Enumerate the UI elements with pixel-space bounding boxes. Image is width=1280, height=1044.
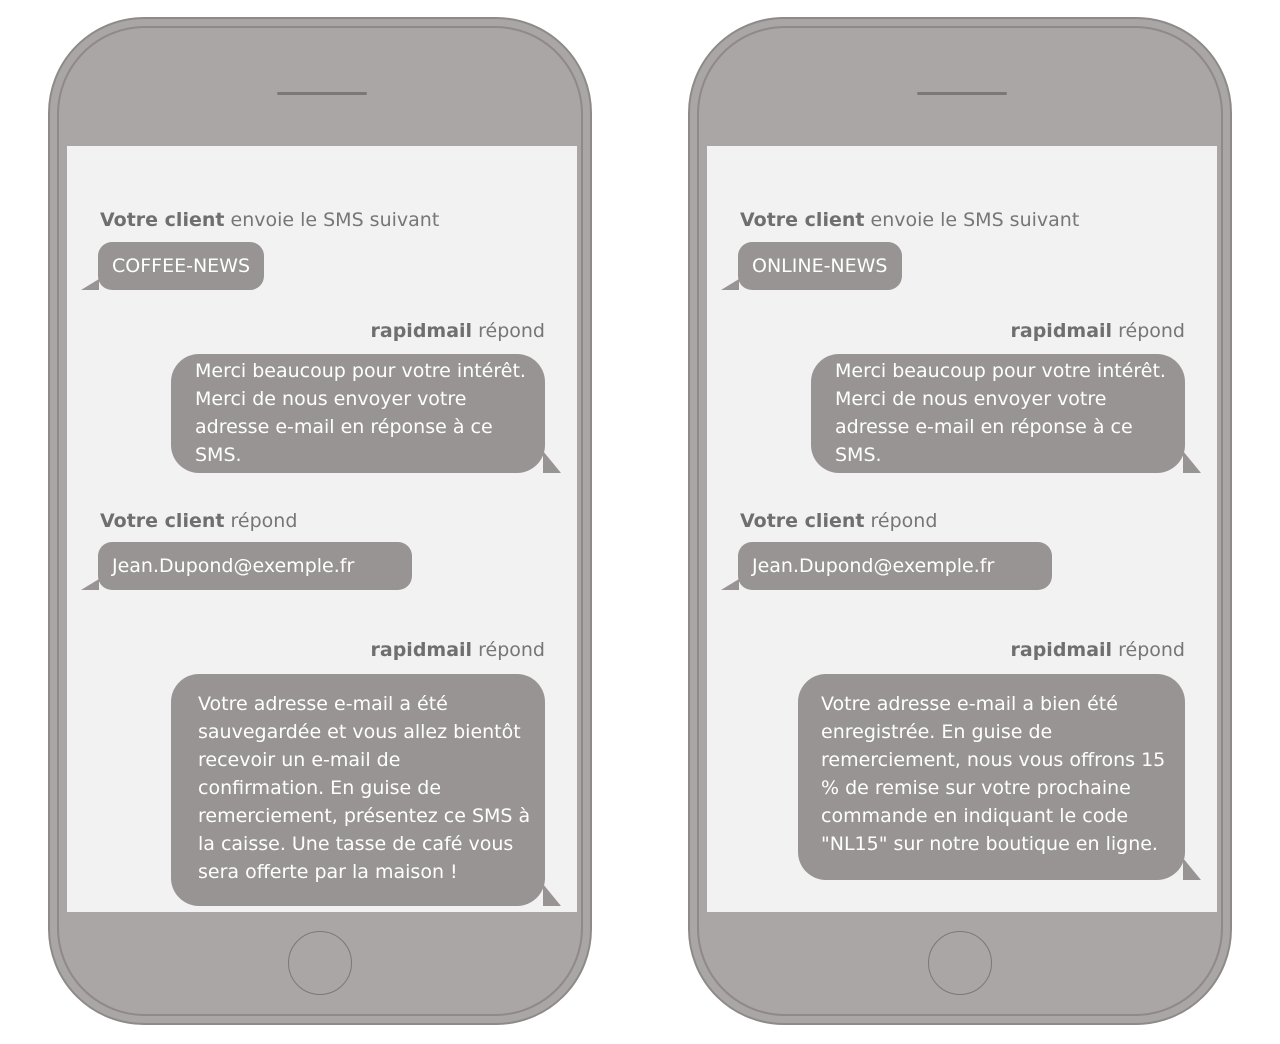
bubble-tail <box>543 451 561 473</box>
sender-label-rapidmail: rapidmail répond <box>370 320 545 342</box>
message-text: Jean.Dupond@exemple.fr <box>112 555 355 577</box>
outgoing-message-bubble <box>171 674 545 906</box>
sender-label-rapidmail: rapidmail répond <box>1010 639 1185 661</box>
sender-label-customer: Votre client répond <box>740 510 938 532</box>
speaker-slot <box>277 92 367 95</box>
speaker-slot <box>917 92 1007 95</box>
outgoing-message-bubble <box>798 674 1185 880</box>
incoming-message-bubble <box>98 242 264 290</box>
incoming-message-bubble <box>738 542 1052 590</box>
message-text: Votre adresse e-mail a bien été enregistrée. En guise de remerciement, nous vous offrons 15 % de remise sur votre prochaine commande en indiquant le code "NL15" sur notre boutique en ligne. <box>821 693 1166 855</box>
home-button <box>288 931 352 995</box>
bubble-tail <box>543 884 561 906</box>
message-text: Jean.Dupond@exemple.fr <box>752 555 995 577</box>
message-text: Merci beaucoup pour votre intérêt. Merci de nous envoyer votre adresse e-mail en réponse à ce SMS. <box>195 360 526 466</box>
message-text: ONLINE-NEWS <box>752 255 888 277</box>
sender-label-customer: Votre client envoie le SMS suivant <box>740 209 1080 231</box>
phone-right <box>688 17 1232 1025</box>
home-button <box>928 931 992 995</box>
sender-label-customer: Votre client répond <box>100 510 298 532</box>
phone-left <box>48 17 592 1025</box>
outgoing-message-bubble <box>811 354 1185 473</box>
bubble-tail <box>81 279 99 290</box>
outgoing-message-bubble <box>171 354 545 473</box>
sender-label-rapidmail: rapidmail répond <box>1010 320 1185 342</box>
phone-screen <box>67 146 577 912</box>
incoming-message-bubble <box>98 542 412 590</box>
bubble-tail <box>1183 858 1201 880</box>
bubble-tail <box>721 579 739 590</box>
message-text: Merci beaucoup pour votre intérêt. Merci de nous envoyer votre adresse e-mail en réponse à ce SMS. <box>835 360 1166 466</box>
sender-label-rapidmail: rapidmail répond <box>370 639 545 661</box>
incoming-message-bubble <box>738 242 902 290</box>
bubble-tail <box>81 579 99 590</box>
phone-screen <box>707 146 1217 912</box>
sender-label-customer: Votre client envoie le SMS suivant <box>100 209 440 231</box>
bubble-tail <box>1183 451 1201 473</box>
bubble-tail <box>721 279 739 290</box>
message-text: COFFEE-NEWS <box>112 255 251 277</box>
message-text: Votre adresse e-mail a été sauvegardée et vous allez bientôt recevoir un e-mail de confirmation. En guise de remerciement, présentez ce SMS à la caisse. Une tasse de café vous sera offerte par la maison ! <box>198 693 531 883</box>
